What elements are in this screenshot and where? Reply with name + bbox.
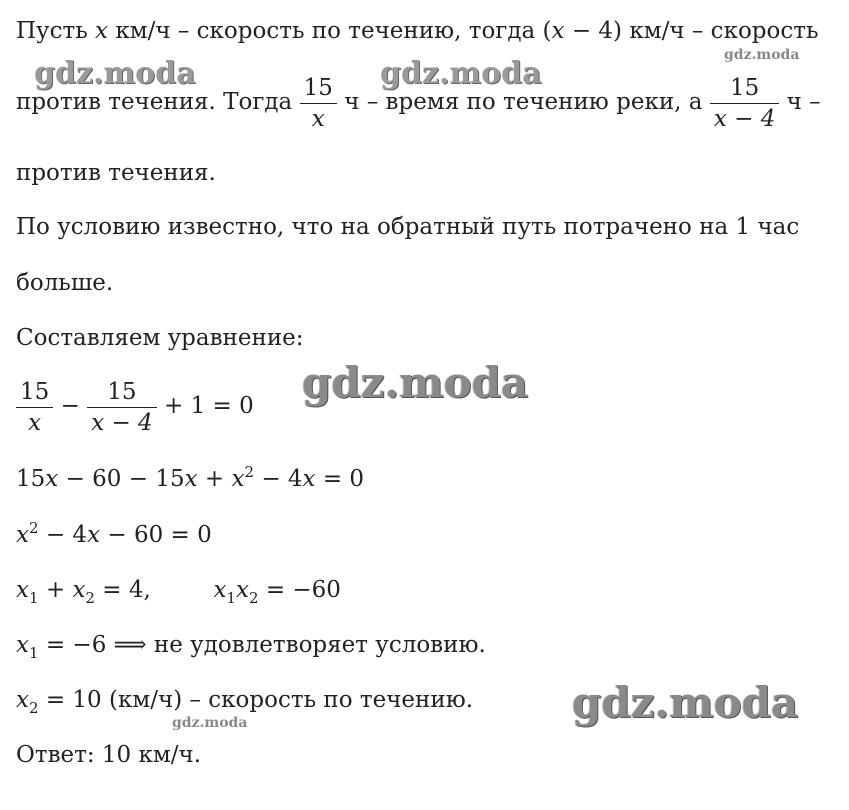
watermark: gdz.moda: [302, 358, 529, 407]
paragraph-more: больше.: [16, 270, 114, 296]
watermark: gdz.moda: [34, 56, 196, 91]
paragraph-condition: По условию известно, что на обратный путь потрачено на 1 час: [16, 214, 800, 240]
equation-expanded: $15x - 60 - 15x + x^2 - 4x = 0$: [16, 463, 365, 492]
fraction: $\frac{15}{x}$: [16, 377, 53, 438]
watermark: gdz.moda: [172, 715, 248, 731]
equation-vieta: $x_1 + x_2 = 4$, $x_1x_2 = -60$: [16, 577, 341, 607]
fraction: $\frac{15}{x - 4}$: [710, 73, 780, 134]
equation-fractions: $\frac{15}{x}$ − $\frac{15}{x - 4}$ + 1 = 0: [16, 370, 254, 442]
root-accepted: $x_2 = 10$ (км/ч) – скорость по течению.: [16, 687, 474, 717]
equation-quadratic: $x^2 - 4x - 60 = 0$: [16, 519, 212, 548]
fraction: $\frac{15}{x - 4}$: [87, 377, 157, 438]
watermark: gdz.moda: [724, 47, 800, 63]
paragraph-times: против течения. Тогда $\frac{15}{x}$ ч – время по течению реки, а $\frac{15}{x - 4}$ ч –: [16, 74, 821, 132]
answer: Ответ: 10 км/ч.: [16, 742, 202, 768]
paragraph-equation-title: Составляем уравнение:: [16, 325, 304, 351]
watermark: gdz.moda: [380, 56, 542, 91]
watermark: gdz.moda: [572, 678, 799, 727]
root-rejected: $x_1 = -6$ ⟹ не удовлетворяет условию.: [16, 632, 486, 662]
fraction: $\frac{15}{x}$: [300, 73, 337, 134]
paragraph-intro: Пусть x км/ч – скорость по течению, тогда (x − 4) км/ч – скорость: [16, 18, 819, 44]
paragraph-against: против течения.: [16, 160, 216, 186]
